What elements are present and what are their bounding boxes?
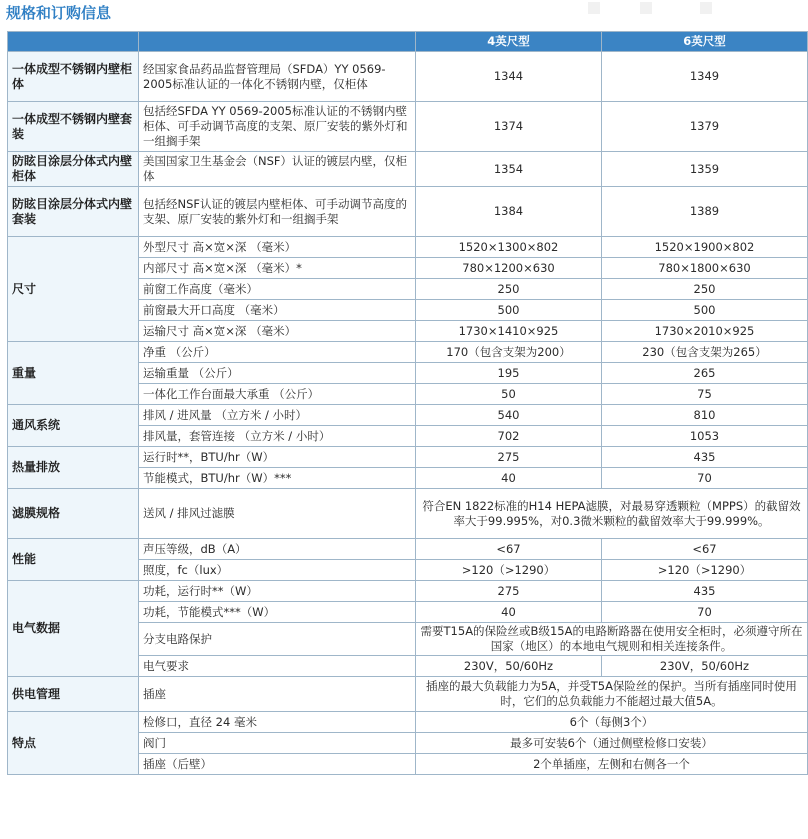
row-description: 节能模式，BTU/hr（W）*** bbox=[139, 468, 416, 489]
value-4ft: 170（包含支架为200） bbox=[416, 342, 602, 363]
page-title: 规格和订购信息 bbox=[6, 4, 112, 22]
row-category: 性能 bbox=[8, 539, 139, 581]
value-6ft: 1349 bbox=[602, 52, 808, 102]
decoration bbox=[588, 2, 600, 14]
value-both: 2个单插座，左侧和右侧各一个 bbox=[416, 754, 808, 775]
value-4ft: 1730×1410×925 bbox=[416, 321, 602, 342]
value-6ft: 435 bbox=[602, 581, 808, 602]
value-both: 6个（每侧3个） bbox=[416, 712, 808, 733]
value-4ft: 40 bbox=[416, 468, 602, 489]
row-description: 一体化工作台面最大承重 （公斤） bbox=[139, 384, 416, 405]
row-description: 电气要求 bbox=[139, 656, 416, 677]
table-row bbox=[8, 342, 808, 363]
value-6ft: 780×1800×630 bbox=[602, 258, 808, 279]
value-4ft: 780×1200×630 bbox=[416, 258, 602, 279]
value-6ft: 500 bbox=[602, 300, 808, 321]
value-4ft: 702 bbox=[416, 426, 602, 447]
row-description: 功耗，运行时**（W） bbox=[139, 581, 416, 602]
table-row bbox=[8, 677, 808, 712]
value-4ft: 1520×1300×802 bbox=[416, 237, 602, 258]
row-category: 热量排放 bbox=[8, 447, 139, 489]
value-4ft: 500 bbox=[416, 300, 602, 321]
table-row bbox=[8, 102, 808, 152]
value-both: 符合EN 1822标准的H14 HEPA滤膜，对最易穿透颗粒（MPPS）的截留效率大于99.995%，对0.3微米颗粒的截留效率大于99.999%。 bbox=[416, 489, 808, 539]
row-description: 排风 / 进风量 （立方米 / 小时） bbox=[139, 405, 416, 426]
value-4ft: 40 bbox=[416, 602, 602, 623]
table-row bbox=[8, 489, 808, 539]
row-category: 滤膜规格 bbox=[8, 489, 139, 539]
value-4ft: 50 bbox=[416, 384, 602, 405]
row-category: 电气数据 bbox=[8, 581, 139, 677]
decoration bbox=[700, 2, 712, 14]
header-blank bbox=[8, 32, 139, 52]
row-description: 前窗最大开口高度 （毫米） bbox=[139, 300, 416, 321]
table-row bbox=[8, 187, 808, 237]
value-6ft: 265 bbox=[602, 363, 808, 384]
value-6ft: 1053 bbox=[602, 426, 808, 447]
row-category: 重量 bbox=[8, 342, 139, 405]
row-description: 内部尺寸 高×宽×深 （毫米）* bbox=[139, 258, 416, 279]
value-6ft: 435 bbox=[602, 447, 808, 468]
value-4ft: 1354 bbox=[416, 152, 602, 187]
row-description: 净重 （公斤） bbox=[139, 342, 416, 363]
row-description: 插座（后壁） bbox=[139, 754, 416, 775]
row-description: 外型尺寸 高×宽×深 （毫米） bbox=[139, 237, 416, 258]
row-description: 插座 bbox=[139, 677, 416, 712]
value-4ft: 250 bbox=[416, 279, 602, 300]
value-6ft: 1379 bbox=[602, 102, 808, 152]
value-4ft: <67 bbox=[416, 539, 602, 560]
value-4ft: 1384 bbox=[416, 187, 602, 237]
value-4ft: 195 bbox=[416, 363, 602, 384]
row-description: 前窗工作高度（毫米） bbox=[139, 279, 416, 300]
value-6ft: 810 bbox=[602, 405, 808, 426]
row-category: 防眩目涂层分体式内壁柜体 bbox=[8, 152, 139, 187]
value-4ft: 1344 bbox=[416, 52, 602, 102]
row-category: 一体成型不锈钢内壁套装 bbox=[8, 102, 139, 152]
row-description: 功耗，节能模式***（W） bbox=[139, 602, 416, 623]
header-desc bbox=[139, 32, 416, 52]
row-description: 阀门 bbox=[139, 733, 416, 754]
row-description: 包括经SFDA YY 0569-2005标准认证的不锈钢内壁柜体、可手动调节高度的支架、原厂安装的紫外灯和一组搁手架 bbox=[139, 102, 416, 152]
row-description: 运输尺寸 高×宽×深 （毫米） bbox=[139, 321, 416, 342]
row-category: 尺寸 bbox=[8, 237, 139, 342]
row-description: 排风量，套管连接 （立方米 / 小时） bbox=[139, 426, 416, 447]
row-description: 包括经NSF认证的镀层内壁柜体、可手动调节高度的支架、原厂安装的紫外灯和一组搁手架 bbox=[139, 187, 416, 237]
value-both: 最多可安装6个（通过侧壁检修口安装） bbox=[416, 733, 808, 754]
row-category: 一体成型不锈钢内壁柜体 bbox=[8, 52, 139, 102]
row-description: 分支电路保护 bbox=[139, 623, 416, 656]
value-6ft: <67 bbox=[602, 539, 808, 560]
decoration bbox=[640, 2, 652, 14]
value-6ft: 230（包含支架为265） bbox=[602, 342, 808, 363]
table-row bbox=[8, 237, 808, 258]
value-4ft: 1374 bbox=[416, 102, 602, 152]
table-header-row bbox=[8, 32, 808, 52]
spec-table bbox=[7, 31, 808, 775]
row-category: 通风系统 bbox=[8, 405, 139, 447]
table-row bbox=[8, 405, 808, 426]
value-6ft: 1359 bbox=[602, 152, 808, 187]
row-description: 美国国家卫生基金会（NSF）认证的镀层内壁，仅柜体 bbox=[139, 152, 416, 187]
table-row bbox=[8, 52, 808, 102]
value-4ft: 540 bbox=[416, 405, 602, 426]
value-6ft: 1389 bbox=[602, 187, 808, 237]
row-description: 照度，fc（lux） bbox=[139, 560, 416, 581]
row-category: 特点 bbox=[8, 712, 139, 775]
table-row bbox=[8, 447, 808, 468]
row-description: 运输重量 （公斤） bbox=[139, 363, 416, 384]
value-4ft: 275 bbox=[416, 447, 602, 468]
table-row bbox=[8, 581, 808, 602]
row-category: 防眩目涂层分体式内壁套装 bbox=[8, 187, 139, 237]
value-4ft: >120（>1290） bbox=[416, 560, 602, 581]
value-4ft: 275 bbox=[416, 581, 602, 602]
value-both: 插座的最大负载能力为5A，并受T5A保险丝的保护。当所有插座同时使用时，它们的总负载能力不能超过最大值5A。 bbox=[416, 677, 808, 712]
value-6ft: 250 bbox=[602, 279, 808, 300]
row-description: 声压等级，dB（A） bbox=[139, 539, 416, 560]
value-both: 需要T15A的保险丝或B级15A的电路断路器在使用安全柜时，必须遵守所在国家（地区）的本地电气规则和相关连接条件。 bbox=[416, 623, 808, 656]
value-4ft: 230V，50/60Hz bbox=[416, 656, 602, 677]
table-row bbox=[8, 712, 808, 733]
row-description: 送风 / 排风过滤膜 bbox=[139, 489, 416, 539]
header-6ft: 6英尺型 bbox=[602, 32, 808, 52]
table-row bbox=[8, 539, 808, 560]
value-6ft: 75 bbox=[602, 384, 808, 405]
value-6ft: >120（>1290） bbox=[602, 560, 808, 581]
row-category: 供电管理 bbox=[8, 677, 139, 712]
header-4ft: 4英尺型 bbox=[416, 32, 602, 52]
value-6ft: 1520×1900×802 bbox=[602, 237, 808, 258]
value-6ft: 70 bbox=[602, 468, 808, 489]
value-6ft: 70 bbox=[602, 602, 808, 623]
row-description: 经国家食品药品监督管理局（SFDA）YY 0569-2005标准认证的一体化不锈钢内壁，仅柜体 bbox=[139, 52, 416, 102]
value-6ft: 230V，50/60Hz bbox=[602, 656, 808, 677]
table-row bbox=[8, 152, 808, 187]
row-description: 检修口，直径 24 毫米 bbox=[139, 712, 416, 733]
value-6ft: 1730×2010×925 bbox=[602, 321, 808, 342]
row-description: 运行时**，BTU/hr（W） bbox=[139, 447, 416, 468]
